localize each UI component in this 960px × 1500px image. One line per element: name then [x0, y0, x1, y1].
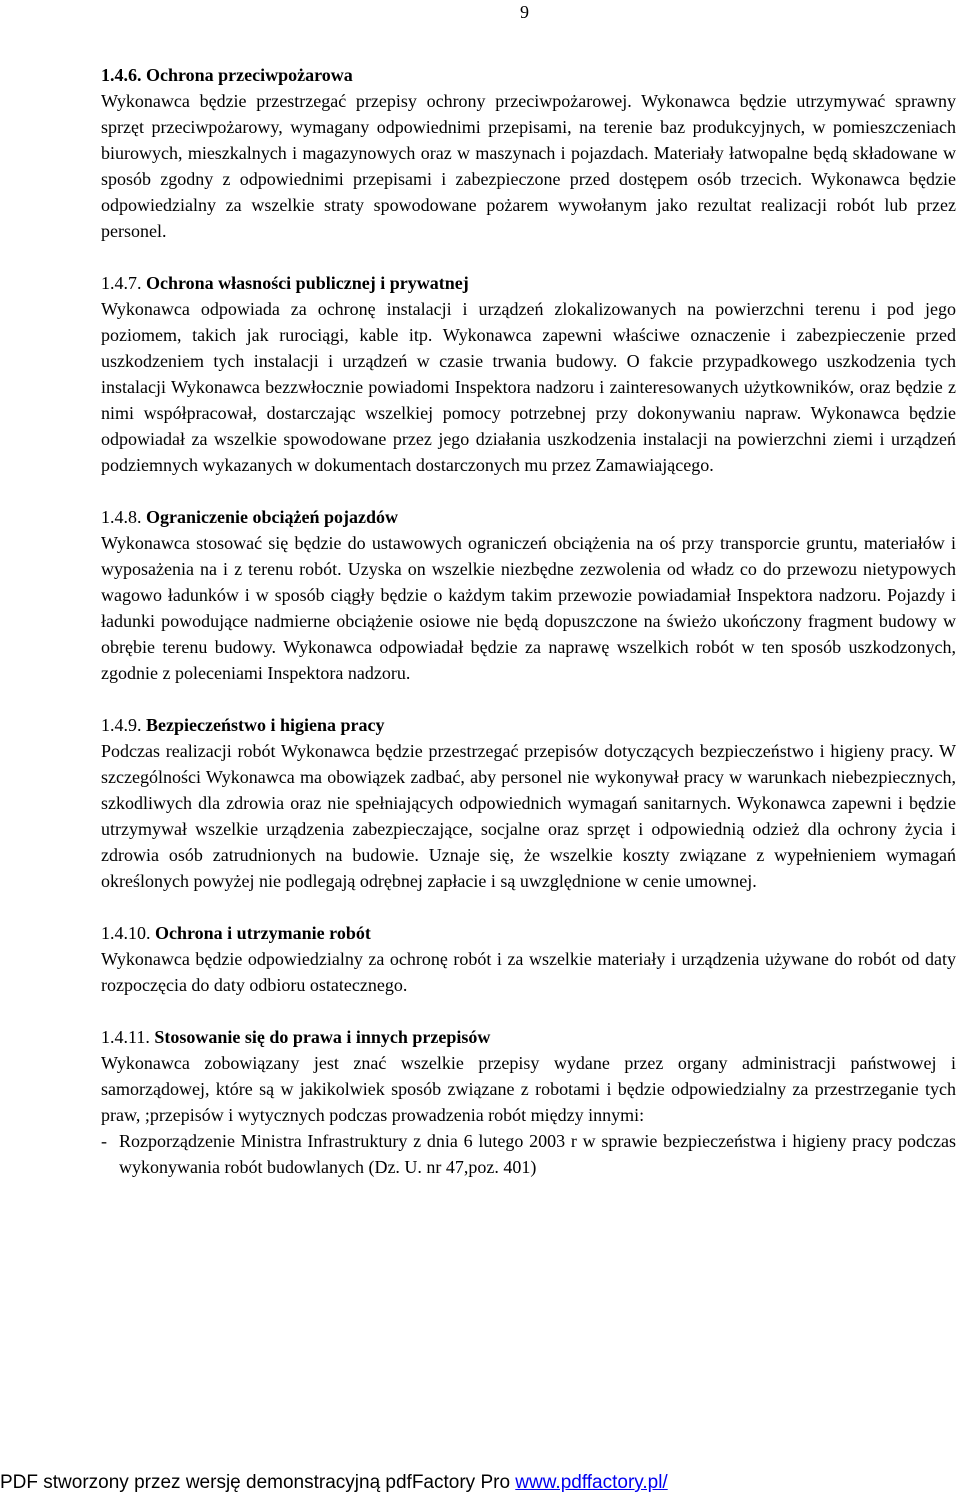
- list-item-text: Rozporządzenie Ministra Infrastruktury z dnia 6 lutego 2003 r w sprawie bezpieczeństwa i higieny pracy podczas wykonywania robót budowlanych (Dz. U. nr 47,poz. 401): [119, 1131, 956, 1177]
- section-body: Wykonawca zobowiązany jest znać wszelkie przepisy wydane przez organy administracji państwowej i samorządowej, które są w jakikolwiek sposób związane z robotami i będzie odpowiedzialny za przestrzeganie tych praw, ;przepisów i wytycznych podczas prowadzenia robót między innymi:: [101, 1053, 956, 1125]
- section-fire-protection: [101, 62, 956, 244]
- section-body: Podczas realizacji robót Wykonawca będzie przestrzegać przepisów dotyczących bezpieczeństwo i higieny pracy. W szczególności Wykonawca ma obowiązek zadbać, aby personel nie wykonywał pracy w warunkach niebezpiecznych, szkodliwych dla zdrowia oraz nie spełniających odpowiednich wymagań sanitarnych. Wykonawca zapewni i będzie utrzymywał wszelkie urządzenia zabezpieczające, socjalne oraz sprzęt i odpowiednią odzież dla ochrony życia i zdrowia osób zatrudnionych na budowie. Uznaje się, że wszelkie koszty związane z wypełnieniem wymagań określonych powyżej nie podlegają odrębnej zapłacie i są uwzględnione w cenie umownej.: [101, 741, 956, 891]
- footer-text: PDF stworzony przez wersję demonstracyjną pdfFactory Pro: [0, 1472, 516, 1493]
- section-number: 1.4.10.: [101, 923, 151, 943]
- section-health-and-safety: [101, 712, 956, 894]
- section-body: Wykonawca będzie przestrzegać przepisy ochrony przeciwpożarowej. Wykonawca będzie utrzymywać sprawny sprzęt przeciwpożarowy, wymagany odpowiednimi przepisami, na terenie baz produkcyjnych, w pomieszczeniach biurowych, mieszkalnych i magazynowych oraz w maszynach i pojazdach. Materiały łatwopalne będą składowane w sposób zgodny z odpowiednimi przepisami i zabezpieczone przed dostępem osób trzecich. Wykonawca będzie odpowiedzialny za wszelkie straty spowodowane pożarem wywołanym jako rezultat realizacji robót lub przez personel.: [101, 91, 956, 241]
- section-heading: [101, 1024, 956, 1050]
- section-title: Ochrona i utrzymanie robót: [155, 923, 371, 943]
- list-dash: -: [101, 1131, 107, 1151]
- section-number: 1.4.9.: [101, 715, 142, 735]
- section-number: 1.4.6.: [101, 65, 142, 85]
- section-body: Wykonawca stosować się będzie do ustawowych ograniczeń obciążenia na oś przy transporcie gruntu, materiałów i wyposażenia na i z terenu robót. Uzyska on wszelkie niezbędne zezwolenia od władz co do przewozu nietypowych wagowo ładunków i w sposób ciągły będzie o każdym takim przewozie powiadamiał Inspektora nadzoru. Pojazdy i ładunki powodujące nadmierne obciążenie osiowe nie będą dopuszczone na świeżo ukończony fragment budowy w obrębie terenu budowy. Wykonawca odpowiadał będzie za naprawę wszelkich robót w ten sposób uszkodzonych, zgodnie z poleceniami Inspektora nadzoru.: [101, 533, 956, 683]
- section-heading: [101, 62, 956, 88]
- section-title: Bezpieczeństwo i higiena pracy: [146, 715, 385, 735]
- document-content: [101, 62, 956, 1206]
- section-title: Ochrona własności publicznej i prywatnej: [146, 273, 469, 293]
- section-body: Wykonawca odpowiada za ochronę instalacji i urządzeń zlokalizowanych na powierzchni terenu i pod jego poziomem, takich jak rurociągi, kable itp. Wykonawca zapewni właściwe oznaczenie i zabezpieczenie przed uszkodzeniem tych instalacji i urządzeń w czasie trwania budowy. O fakcie przypadkowego uszkodzenia tych instalacji Wykonawca bezzwłocznie powiadomi Inspektora nadzoru i zainteresowanych użytkowników, oraz będzie z nimi współpracował, dostarczając wszelkiej pomocy potrzebnej przy dokonywaniu napraw. Wykonawca będzie odpowiadał za wszelkie spowodowane przez jego działania uszkodzenia instalacji na powierzchni ziemi i urządzeń podziemnych wykazanych w dokumentach dostarczonych mu przez Zamawiającego.: [101, 299, 956, 475]
- section-title: Ograniczenie obciążeń pojazdów: [146, 507, 398, 527]
- section-heading: [101, 270, 956, 296]
- section-number: 1.4.8.: [101, 507, 142, 527]
- section-works-protection: [101, 920, 956, 998]
- section-property-protection: [101, 270, 956, 478]
- pdf-footer: [0, 1471, 960, 1495]
- section-heading: [101, 712, 956, 738]
- section-vehicle-load-limits: [101, 504, 956, 686]
- section-heading: [101, 504, 956, 530]
- page-number: 9: [520, 2, 529, 22]
- section-number: 1.4.11.: [101, 1027, 150, 1047]
- section-compliance-with-law: [101, 1024, 956, 1180]
- list-item: [101, 1128, 956, 1180]
- section-body: Wykonawca będzie odpowiedzialny za ochronę robót i za wszelkie materiały i urządzenia używane do robót od daty rozpoczęcia do daty odbioru ostatecznego.: [101, 949, 956, 995]
- section-title: Ochrona przeciwpożarowa: [146, 65, 353, 85]
- section-title: Stosowanie się do prawa i innych przepisów: [154, 1027, 491, 1047]
- section-number: 1.4.7.: [101, 273, 142, 293]
- section-heading: [101, 920, 956, 946]
- footer-link[interactable]: www.pdffactory.pl/: [515, 1472, 668, 1493]
